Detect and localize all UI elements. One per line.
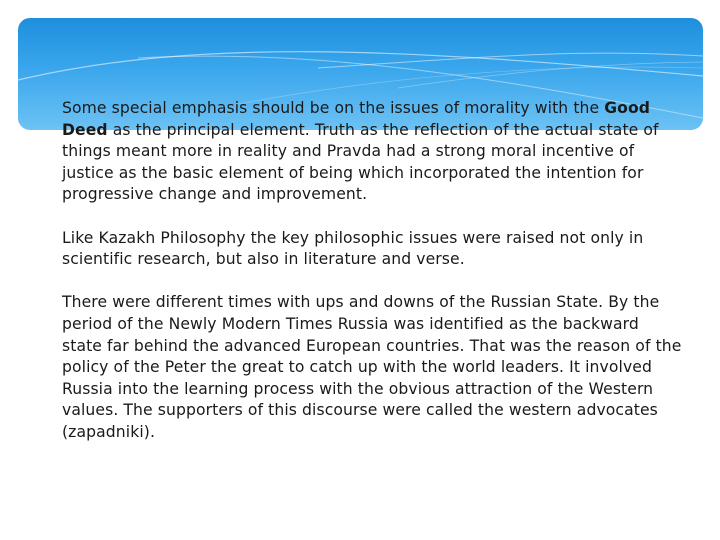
slide-body <box>62 98 682 444</box>
paragraph-morality <box>62 98 682 206</box>
paragraph-russian-state: There were different times with ups and downs of the Russian State. By the period of the Newly Modern Times Russia was identified as the backward state far behind the advanced European countries. That was the reason of the policy of the Peter the great to catch up with the world leaders. It involved Russia into the learning process with the obvious attraction of the Western values. The supporters of this discourse were called the western advocates (zapadniki). <box>62 293 682 441</box>
paragraph-morality-rest: as the principal element. Truth as the reflection of the actual state of things meant more in reality and Pravda had a strong moral incentive of justice as the basic element of being which incorporated the intention for progressive change and improvement. <box>62 120 659 204</box>
paragraph-morality-lead: Some special emphasis should be on the issues of morality with the <box>62 99 605 117</box>
paragraph-kazakh-philosophy: Like Kazakh Philosophy the key philosophic issues were raised not only in scientific research, but also in literature and verse. <box>62 228 644 269</box>
good-deed-emphasis: Good Deed <box>62 99 651 139</box>
